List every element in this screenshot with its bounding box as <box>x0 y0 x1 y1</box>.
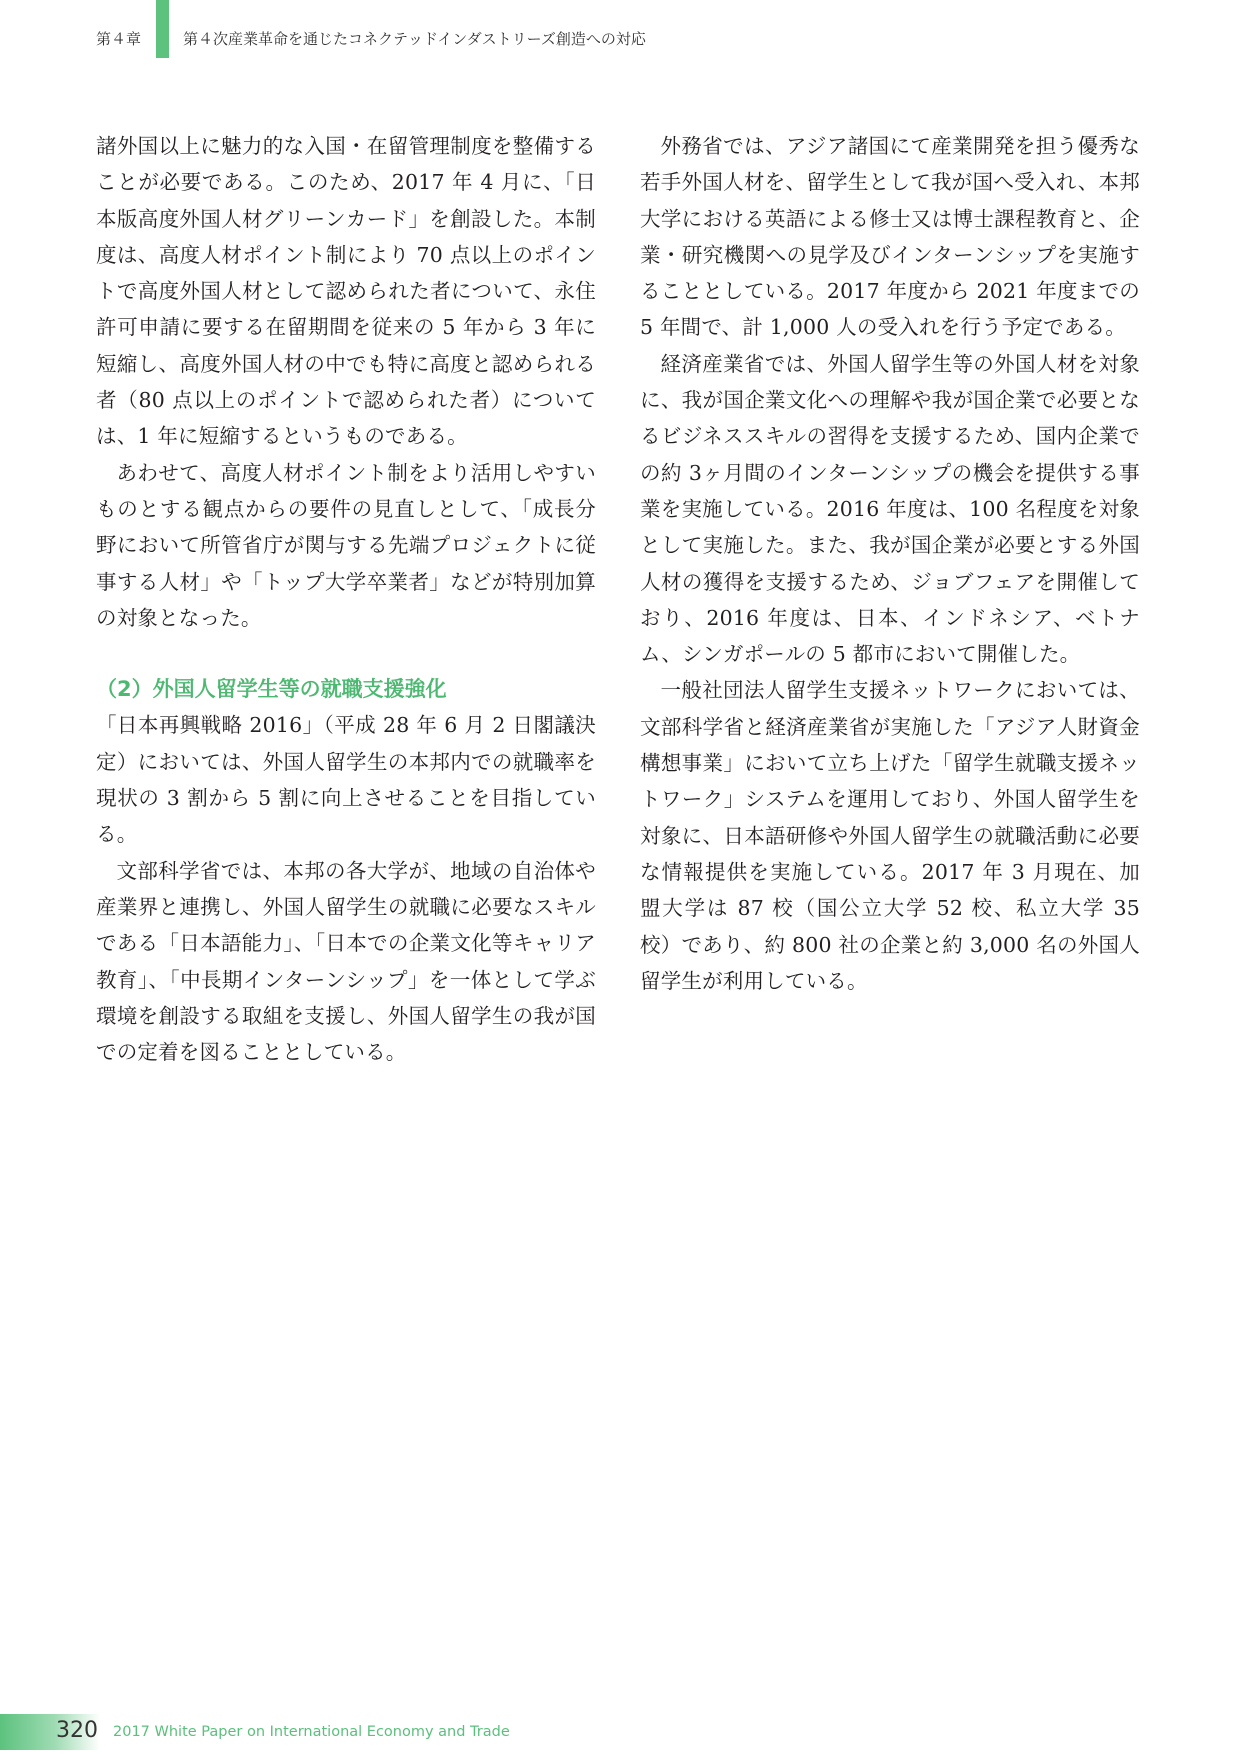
body-paragraph: あわせて、高度人材ポイント制をより活用しやすいものとする観点からの要件の見直しとして、「成長分野において所管省庁が関与する先端プロジェクトに従事する人材」や「トップ大学卒業者」などが特別加算の対象となった。 <box>96 460 596 630</box>
header-accent-bar <box>156 0 169 58</box>
body-paragraph: 外務省では、アジア諸国にて産業開発を担う優秀な若手外国人材を、留学生として我が国へ受入れ、本邦大学における英語による修士又は博士課程教育と、企業・研究機関への見学及びインターンシップを実施することとしている。2017 年度から 2021 年度までの 5 年間で、計 1,000 人の受入れを行う予定である。 <box>640 134 1140 340</box>
section-heading: （2）外国人留学生等の就職支援強化 <box>96 677 447 702</box>
page-number: 320 <box>56 1718 98 1743</box>
chapter-title: 第４次産業革命を通じたコネクテッドインダストリーズ創造への対応 <box>183 30 646 48</box>
right-column <box>640 128 1140 999</box>
page-header <box>0 0 1241 60</box>
page-footer <box>0 1714 1241 1754</box>
publication-title: 2017 White Paper on International Economy and Trade <box>113 1724 510 1740</box>
body-paragraph: 諸外国以上に魅力的な入国・在留管理制度を整備することが必要である。このため、2017 年 4 月に、「日本版高度外国人材グリーンカード」を創設した。本制度は、高度人材ポイント制により 70 点以上のポイントで高度外国人材として認められた者について、永住許可申請に要する在留期間を従来の 5 年から 3 年に短縮し、高度外国人材の中でも特に高度と認められる者（80 点以上のポイントで認められた者）については、1 年に短縮するというものである。 <box>96 134 596 449</box>
body-paragraph: 経済産業省では、外国人留学生等の外国人材を対象に、我が国企業文化への理解や我が国企業で必要となるビジネススキルの習得を支援するため、国内企業での約 3ヶ月間のインターンシップの機会を提供する事業を実施している。2016 年度は、100 名程度を対象として実施した。また、我が国企業が必要とする外国人材の獲得を支援するため、ジョブフェアを開催しており、2016 年度は、日本、インドネシア、ベトナム、シンガポールの 5 都市において開催した。 <box>640 351 1140 667</box>
body-paragraph: 「日本再興戦略 2016」（平成 28 年 6 月 2 日閣議決定）においては、外国人留学生の本邦内での就職率を現状の 3 割から 5 割に向上させることを目指している。 <box>96 713 596 847</box>
body-paragraph: 文部科学省では、本邦の各大学が、地域の自治体や産業界と連携し、外国人留学生の就職に必要なスキルである「日本語能力」、「日本での企業文化等キャリア教育」、「中長期インターンシップ」を一体として学ぶ環境を創設する取組を支援し、外国人留学生の我が国での定着を図ることとしている。 <box>96 858 596 1065</box>
body-paragraph: 一般社団法人留学生支援ネットワークにおいては、文部科学省と経済産業省が実施した「アジア人財資金構想事業」において立ち上げた「留学生就職支援ネットワーク」システムを運用しており、外国人留学生を対象に、日本語研修や外国人留学生の就職活動に必要な情報提供を実施している。2017 年 3 月現在、加盟大学は 87 校（国公立大学 52 校、私立大学 35 校）であり、約 800 社の企業と約 3,000 名の外国人留学生が利用している。 <box>640 678 1140 993</box>
left-column <box>96 128 596 1070</box>
chapter-label: 第４章 <box>96 30 142 48</box>
